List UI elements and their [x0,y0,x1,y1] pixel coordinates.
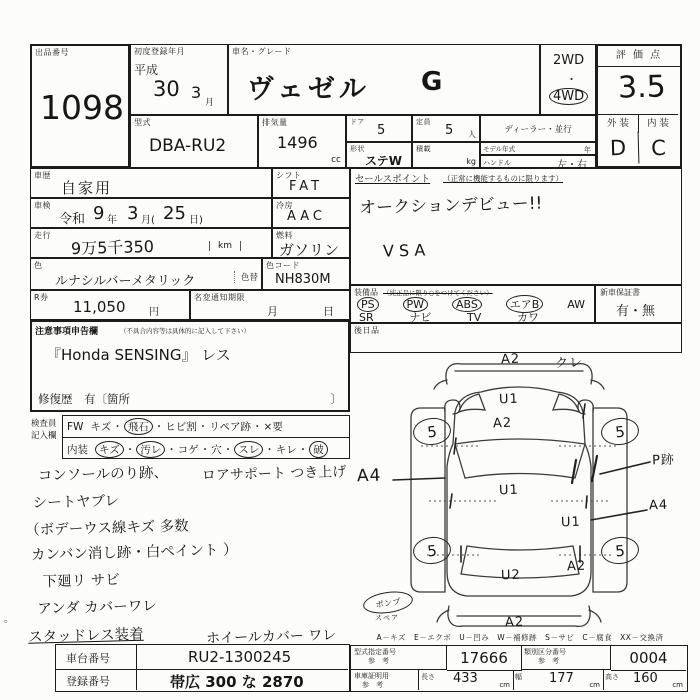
registration-value: 帯広 300 な 2870 [170,673,304,691]
equipment-option: PS [357,297,379,312]
diagram-mark: 5 [412,535,453,566]
width-value: 177 [549,671,574,686]
score-value: 3.5 [617,69,667,106]
class-number-label: 類別区分番号 [524,648,566,656]
dealer-parallel-box [480,115,596,142]
shift-value: FAT [289,179,324,194]
inspection-option: コゲ [177,443,199,456]
model-code-label: 型式 [134,118,151,127]
warranty-value: 有・無 [616,304,656,319]
caution-notes-text: 『Honda SENSING』 レス [46,346,231,364]
diagram-mark: 5 [412,416,453,447]
handwritten-note: アンダ カバーワレ [37,598,158,618]
separator: ・ [222,443,234,456]
lot-number-label: 出品番号 [35,48,69,57]
ac-label: 冷房 [276,201,293,210]
model-code-value: DBA-RU2 [149,136,227,156]
diagram-mark: A2 [492,415,513,432]
ac-box [272,198,350,228]
shape-box [346,142,412,168]
first-reg-month: 3 [191,83,202,102]
inspector-label-line2: 記入欄 [31,430,57,441]
inspection-option: 穴 [211,443,222,456]
handwritten-note: （ボデーウス線キズ 多数 [25,518,189,539]
door-box [346,115,412,142]
color-value: ルナシルバーメタリック [55,274,196,289]
inspector-row-fw [63,416,349,438]
equipment-option: PW [403,297,429,312]
inspection-option: スレ [234,441,263,458]
color-change-label: 色替 [234,271,258,283]
load-box [412,142,480,168]
type-number-label: 型式指定番号 [354,648,396,656]
inspection-option: 破 [309,441,328,458]
car-grade: G [421,67,443,97]
equipment-box [350,285,595,323]
diagram-mark: U1 [498,391,520,408]
class-number-value: 0004 [629,649,668,667]
equipment-sublabel: （純正品に限り○をつけてください） [383,289,493,297]
separator: ・ [297,443,309,456]
later-items-label: 後日品 [354,326,380,335]
sales-point-line2: VSA [382,240,431,261]
height-label: 高さ [605,673,619,681]
handle-label: ハンドル [483,159,511,167]
length-cell [419,670,514,690]
diagram-mark: P跡 [651,452,676,469]
equipment-option: AW [567,297,585,311]
equipment-option: ABS [452,297,482,312]
r-ticket-box [30,290,190,320]
shaken-label: 車検 [34,201,51,210]
handwritten-note: シートヤブレ [32,492,120,512]
name-change-label: 名変通知期限 [194,293,245,302]
chassis-value-cell [136,645,348,670]
name-change-month: 月 [267,305,278,318]
width-unit: cm [589,681,600,689]
ac-value: AAC [287,209,326,224]
handwritten-note: ホイールカバー ワレ [205,627,337,647]
inspection-option: ヒビ割 [165,421,197,433]
color-code-label: 色コード [266,261,300,270]
color-code-value: NH830M [275,272,331,287]
shift-label: シフト [276,171,302,180]
type-number-value: 17666 [460,649,508,667]
caution-notes-label: 注意事項申告欄 [35,327,99,337]
history-value: 自家用 [61,179,113,197]
displacement-value: 1496 [277,133,318,152]
inspector-row-prefix: 内装 [67,443,88,456]
door-value: 5 [377,123,386,138]
sales-point-line1: オークションデビュー!! [358,193,543,219]
load-unit: kg [466,157,476,166]
registration-label: 登録番号 [66,675,110,688]
equipment-option: ナビ [409,311,432,324]
width-cell [513,670,604,690]
scan-stray-mark: 。 [4,614,14,625]
repair-history-label: 修復歴 有〔箇所 [38,392,130,406]
equipment-option: SR [359,310,374,324]
sales-point-label: セールスポイント [355,174,431,185]
diagram-mark: A2 [500,351,521,368]
caution-notes-box [30,320,350,412]
diagram-mark: U2 [500,567,522,584]
height-unit: cm [672,681,683,689]
displacement-box [258,115,346,168]
diagram-mark: U1 [498,482,520,499]
warranty-label: 新車保証書 [600,288,640,297]
fuel-value: ガソリン [279,241,340,259]
shaken-year: 9 [93,203,105,224]
lot-number-box [30,44,130,168]
chassis-label: 車台番号 [66,652,110,665]
registration-value-cell [136,669,348,690]
color-box [30,258,262,290]
dealer-parallel-label: ディーラー・並行 [504,124,572,135]
load-label: 積載 [416,145,431,153]
color-code-box [262,258,350,290]
separator: ・ [264,443,275,456]
mileage-unit: km [209,241,241,251]
chassis-label-cell [56,645,137,670]
first-registration-box [130,44,228,115]
car-name: ヴェゼル [247,74,370,105]
fuel-label: 燃料 [276,231,293,240]
color-label: 色 [34,261,43,270]
inspection-option: 汚レ [136,441,165,458]
capacity-box [412,115,480,142]
interior-label: 内 装 [638,114,678,133]
diagram-mark: 5 [600,535,641,566]
interior-grade: C [650,135,667,161]
separator: ・ [153,421,165,433]
separator: ・ [112,421,123,433]
sales-point-sublabel: （正常に機能するものに限ります） [443,174,563,183]
mileage-label: 走行 [34,231,51,240]
diagram-mark: A2 [504,614,525,631]
length-value: 433 [453,671,478,686]
warranty-box [595,285,682,323]
name-change-day: 日 [323,305,334,318]
exterior-grade: D [598,131,640,164]
separator: ・ [252,421,263,433]
capacity-value: 5 [445,123,454,138]
inspection-option: ×要 [263,421,283,433]
inspection-option: キズ [95,441,124,458]
later-items-box [350,323,682,353]
drive-type-box [540,44,596,115]
shift-box [272,168,350,198]
inspector-row-prefix: FW [67,420,84,433]
first-reg-month-unit: 月 [205,98,215,108]
diagram-mark: 5 [600,416,641,447]
name-change-box [190,290,350,320]
shape-label: 形状 [350,145,365,153]
mileage-value: 9万5千350 [70,236,155,259]
door-label: ドア [350,118,365,126]
exterior-label: 外 装 [598,114,639,133]
caution-notes-sublabel: （不具合内容等は具体的に記入して下さい） [120,327,250,335]
shaken-year-unit: 年 [107,215,117,226]
equipment-option: TV [467,310,482,324]
fuel-box [272,228,350,258]
diagram-mark: スペア [375,614,399,622]
capacity-label: 定員 [416,118,431,126]
type-number-ref: 参 考 [368,657,389,666]
history-label: 車歴 [34,171,51,180]
displacement-unit: cc [331,155,341,165]
id-table [55,644,350,692]
type-number-value-cell [447,646,522,671]
separator: ・ [124,443,136,456]
diagram-mark: A2 [566,558,587,575]
inspection-option: キレ [275,443,297,456]
handle-box [480,155,596,171]
drive-4wd-circled: 4WD [549,88,588,105]
garage-label-cell [351,670,419,690]
damage-diagram [349,352,689,632]
registration-label-cell [56,669,137,690]
diagram-mark: A4 [648,497,669,514]
inspector-row-items [90,418,282,435]
inspector-row-interior [63,438,349,460]
length-unit: cm [499,681,510,689]
sales-point-box [350,168,682,285]
first-reg-era: 平成 [134,63,159,77]
separator: ・ [166,443,177,456]
shaken-day-unit: 日) [189,215,203,226]
first-registration-label: 初度登録年月 [134,47,185,56]
chassis-value: RU2-1300245 [188,648,292,666]
handwritten-note: カンバン消し跡・白ペイント ） [30,541,238,564]
model-year-box [480,142,596,155]
separator: ・ [199,443,211,456]
spec-table [350,645,688,692]
inspector-row-items [95,441,328,458]
length-label: 長さ [421,673,435,681]
shaken-box [30,198,272,228]
garage-label: 車庫証明用 [354,672,389,680]
inspector-label-line1: 検査員 [31,419,57,429]
equipment-label: 装備品 [354,288,378,297]
class-number-value-cell [611,646,686,671]
equipment-option: カワ [517,311,539,324]
name-grade-box [228,44,540,115]
drive-2wd: 2WD [553,53,585,68]
damage-marks-layer [349,352,689,632]
handwritten-note: スタッドレス装着 [27,626,144,646]
model-code-box [130,115,258,168]
class-number-ref: 参 考 [538,657,559,666]
height-value: 160 [633,671,658,686]
inspector-box [62,415,350,459]
inspection-option: 飛石 [124,418,153,435]
diagram-mark: U1 [560,514,582,531]
r-ticket-value: 11,050 [73,298,126,316]
score-box [596,44,682,168]
handwritten-note: ロアサポート つき上げ [201,464,347,484]
inspection-option: リペア跡 [209,421,252,433]
inspection-option: キズ [90,421,112,433]
displacement-label: 排気量 [262,118,288,127]
handwritten-notes-right [202,463,351,648]
capacity-unit: 人 [468,130,476,139]
diagram-mark: クレ [554,355,584,372]
diagram-mark: A4 [356,465,382,487]
model-year-label: モデル年式 [483,145,516,153]
shaken-era: 令和 [59,212,86,227]
diagram-mark: ポンプ [362,589,414,617]
model-year-unit: 年 [584,146,591,154]
diagram-legend: A－キズ E－エクボ U－凹み W－補修跡 S－サビ C－腐食 XX－交換済 [376,633,664,642]
shaken-month-unit: 月( [141,215,155,226]
history-box [30,168,272,198]
first-reg-year: 30 [153,77,180,101]
handle-value: 左・右 [557,160,587,171]
width-label: 幅 [515,673,522,681]
separator: ・ [197,421,209,433]
repair-history-close: 〕 [330,392,342,406]
class-number-label-cell [521,646,611,670]
equipment-option: エアB [506,295,544,313]
r-ticket-unit: 円 [149,307,159,318]
score-label: 評 価 点 [598,46,680,67]
drive-dot: ・ [566,73,577,86]
shaken-month: 3 [127,203,139,224]
garage-ref: 参 考 [362,681,383,690]
r-ticket-label: R券 [34,293,49,302]
lot-number-value: 1098 [40,88,124,127]
shape-value: ステW [365,154,402,168]
height-cell [603,670,686,690]
handwritten-note: 下廻リ サビ [42,572,120,591]
handwritten-note: コンソールのり跡、 [37,465,169,485]
name-grade-label: 車名・グレード [232,47,292,56]
type-number-label-cell [351,646,447,670]
mileage-box [30,228,272,258]
shaken-day: 25 [163,203,186,224]
inspector-label [31,419,57,443]
